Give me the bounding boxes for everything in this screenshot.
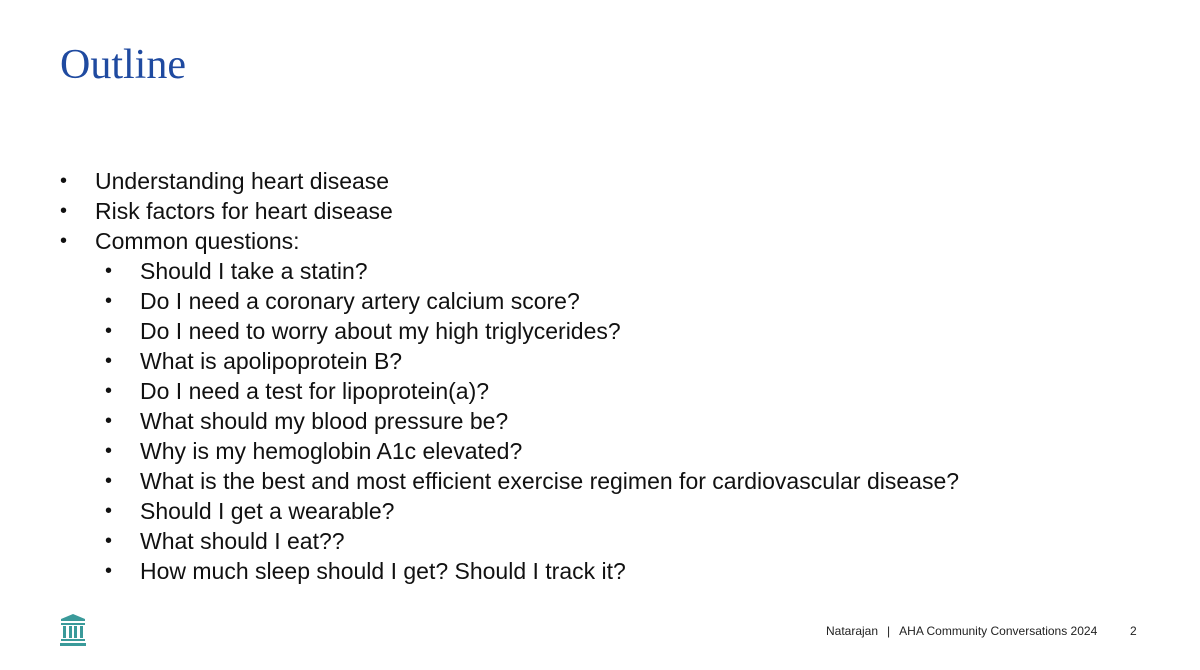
sub-list-item — [60, 256, 1160, 286]
sub-list-item-text: How much sleep should I get? Should I track it? — [140, 558, 626, 584]
sub-list-item — [60, 376, 1160, 406]
sub-list-item-text: Should I take a statin? — [140, 258, 368, 284]
sub-list-item — [60, 526, 1160, 556]
list-item-text: Risk factors for heart disease — [95, 198, 393, 224]
sub-list-item-text: Why is my hemoglobin A1c elevated? — [140, 438, 523, 464]
footer-author: Natarajan — [826, 624, 879, 638]
sub-list-item — [60, 346, 1160, 376]
list-item-text: Common questions: — [95, 228, 300, 254]
bullet-list — [60, 166, 1160, 586]
sub-list-item — [60, 466, 1160, 496]
bullet-dot: • — [105, 500, 113, 522]
sub-list-item-text: Do I need a test for lipoprotein(a)? — [140, 378, 490, 404]
bullet-dot: • — [105, 530, 113, 552]
sub-list-item-text: What is the best and most efficient exercise regimen for cardiovascular disease? — [140, 468, 960, 494]
sub-list-item-text: What should I eat?? — [140, 528, 345, 554]
sub-list-item-text: What should my blood pressure be? — [140, 408, 509, 434]
list-item — [60, 166, 1160, 196]
slide-title: Outline — [60, 42, 186, 88]
footer — [826, 624, 1097, 638]
institution-columns-icon — [60, 614, 86, 646]
bullet-dot: • — [60, 230, 68, 252]
sub-list-item-text: Should I get a wearable? — [140, 498, 395, 524]
bullet-dot: • — [60, 170, 68, 192]
sub-list-item-text: Do I need to worry about my high triglycerides? — [140, 318, 621, 344]
sub-list-item-text: What is apolipoprotein B? — [140, 348, 403, 374]
list-item — [60, 196, 1160, 226]
bullet-dot: • — [105, 290, 113, 312]
bullet-dot: • — [105, 320, 113, 342]
sub-list-item — [60, 496, 1160, 526]
footer-separator: | — [887, 624, 891, 638]
page-number: 2 — [1130, 624, 1137, 638]
list-item-text: Understanding heart disease — [95, 168, 390, 194]
bullet-dot: • — [105, 440, 113, 462]
sub-list-item — [60, 316, 1160, 346]
sub-list-item — [60, 286, 1160, 316]
list-item — [60, 226, 1160, 256]
sub-list-item-text: Do I need a coronary artery calcium score? — [140, 288, 580, 314]
bullet-dot: • — [105, 350, 113, 372]
slide-content — [60, 166, 1160, 586]
bullet-dot: • — [105, 410, 113, 432]
bullet-dot: • — [105, 380, 113, 402]
bullet-dot: • — [105, 260, 113, 282]
sub-list-item — [60, 406, 1160, 436]
sub-list-item — [60, 436, 1160, 466]
bullet-dot: • — [60, 200, 68, 222]
bullet-dot: • — [105, 560, 113, 582]
footer-event: AHA Community Conversations 2024 — [899, 624, 1098, 638]
bullet-dot: • — [105, 470, 113, 492]
sub-list-item — [60, 556, 1160, 586]
